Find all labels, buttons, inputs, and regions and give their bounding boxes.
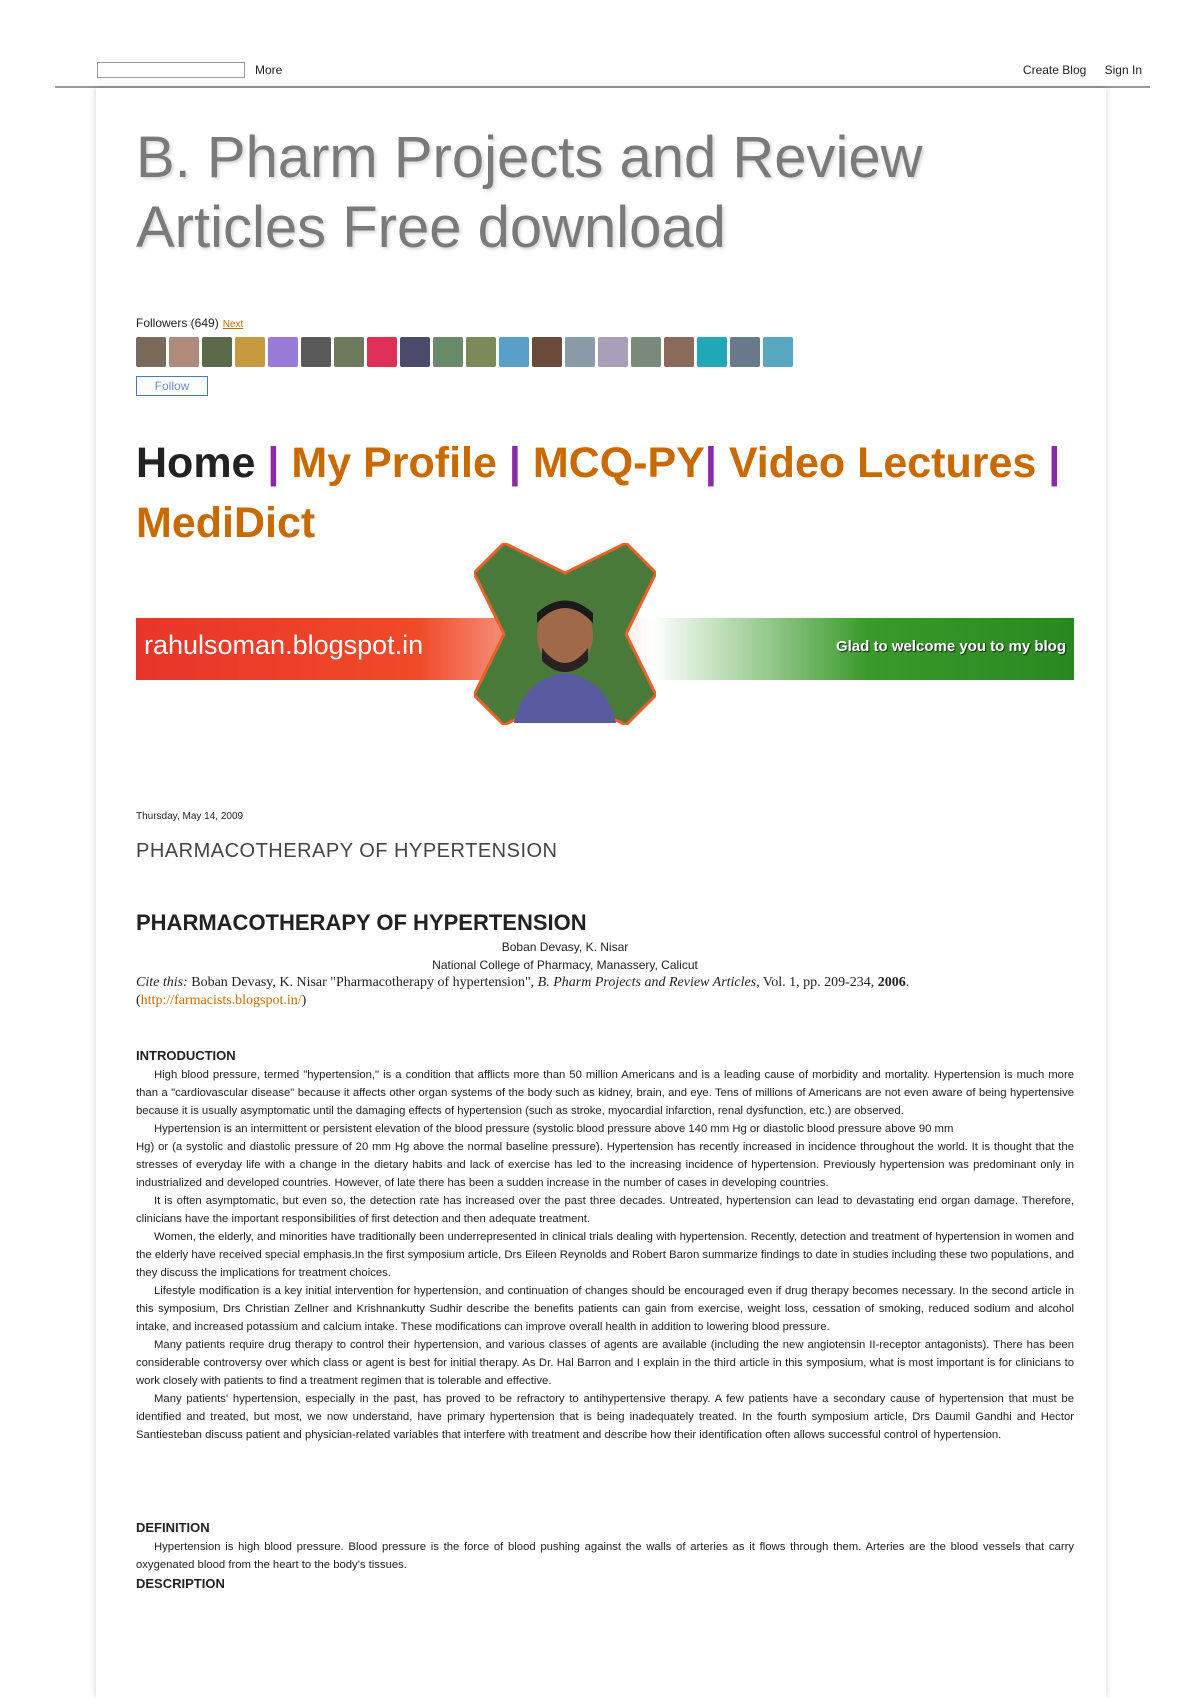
follower-avatar[interactable]: [136, 337, 166, 367]
article-authors: Boban Devasy, K. Nisar: [501, 940, 629, 954]
paragraph: Hg) or (a systolic and diastolic pressure of 20 mm Hg above the normal baseline pressure). Hypertension has recently increased in incidence throughout the world. It is thought that the stresses of everyday life with a change in the dietary habits and lack of exercise has led to the increasing incidence of hypertension. Previously hypertension was predominant only in industrialized and developed countries. However, of late there has been a sudden increase in the number of cases in developing countries.: [136, 1141, 1074, 1189]
author-portrait-image: [474, 543, 656, 725]
section-heading-description: DESCRIPTION: [136, 1576, 225, 1591]
paragraph: Women, the elderly, and minorities have traditionally been underrepresented in clinical trials dealing with hypertension. Recently, detection and treatment of hypertension in women and the elderly have received special emphasis.In the first symposium article, Drs Eileen Reynolds and Robert Baron summarize findings to date in studies including these two populations, and they discuss the implications for treatment choices.: [136, 1231, 1074, 1279]
followers-label: [136, 316, 243, 330]
create-blog-link[interactable]: Create Blog: [1022, 63, 1087, 77]
follower-avatar[interactable]: [466, 337, 496, 367]
paragraph: Many patients require drug therapy to control their hypertension, and various classes of agents are available (including the new angiotensin II-receptor antagonists). There has been considerable controversy over which class or agent is best for initial therapy. As Dr. Hal Barron and I explain in the third article in this symposium, what is most important is for clinicians to work closely with patients to find a treatment regimen that is tolerable and effective.: [136, 1339, 1074, 1387]
nav-separator: |: [704, 439, 717, 487]
cite-journal: B. Pharm Projects and Review Articles: [537, 975, 757, 990]
follower-avatar[interactable]: [301, 337, 331, 367]
followers-next-link[interactable]: Next: [222, 319, 244, 330]
followers-count: Followers (649): [136, 316, 219, 330]
follower-avatar[interactable]: [730, 337, 760, 367]
nav-separator: |: [508, 439, 521, 487]
paragraph: Hypertension is an intermittent or persistent elevation of the blood pressure (systolic blood pressure above 140 mm Hg or diastolic blood pressure above 90 mm: [154, 1123, 954, 1135]
follower-avatar[interactable]: [499, 337, 529, 367]
cite-year: 2006: [877, 975, 906, 990]
blog-container: [96, 88, 1106, 1698]
follower-avatar[interactable]: [367, 337, 397, 367]
cite-url-link[interactable]: http://farmacists.blogspot.in/: [140, 993, 302, 1008]
follower-avatar[interactable]: [697, 337, 727, 367]
nav-home-link[interactable]: Home: [136, 439, 256, 487]
follower-avatar[interactable]: [400, 337, 430, 367]
follower-avatar[interactable]: [268, 337, 298, 367]
paragraph: It is often asymptomatic, but even so, the detection rate has increased over the past three decades. Untreated, hypertension can lead to devastating end organ damage. Therefore, clinicians have the important responsibilities of first detection and then adequate treatment.: [136, 1195, 1074, 1225]
nav-video-link[interactable]: Video Lectures: [728, 439, 1037, 487]
citation: Cite this: Boban Devasy, K. Nisar "Pharmacotherapy of hypertension", B. Pharm Projects and Review Articles, Vol. 1, pp. 209-234, 2006. (http://farmacists.blogspot.in/): [136, 975, 910, 1008]
blog-title[interactable]: B. Pharm Projects and Review Articles Free download: [136, 125, 923, 260]
more-link[interactable]: More: [255, 63, 283, 77]
nav-medidict-link[interactable]: MediDict: [136, 499, 316, 547]
follower-avatar[interactable]: [565, 337, 595, 367]
top-navbar: [55, 58, 1150, 88]
follower-avatar[interactable]: [433, 337, 463, 367]
post-title[interactable]: PHARMACOTHERAPY OF HYPERTENSION: [136, 840, 558, 862]
sign-in-link[interactable]: Sign In: [1104, 63, 1142, 77]
follower-avatar[interactable]: [532, 337, 562, 367]
follower-avatar[interactable]: [796, 337, 826, 367]
article-college: National College of Pharmacy, Manassery, Calicut: [432, 958, 698, 972]
introduction-body: [136, 1066, 1074, 1444]
cite-label: Cite this:: [136, 975, 188, 990]
cite-volume: , Vol. 1, pp. 209-234,: [756, 975, 875, 990]
search-input[interactable]: [97, 62, 245, 78]
follower-avatar[interactable]: [631, 337, 661, 367]
page-nav: [136, 433, 1096, 553]
nav-mcq-link[interactable]: MCQ-PY: [532, 439, 705, 487]
definition-body: [136, 1538, 1074, 1574]
section-heading-definition: DEFINITION: [136, 1520, 210, 1535]
follower-avatar[interactable]: [235, 337, 265, 367]
nav-separator: |: [267, 439, 280, 487]
cite-end: .: [905, 975, 910, 990]
follow-button[interactable]: Follow: [136, 376, 208, 396]
follower-avatar[interactable]: [664, 337, 694, 367]
nav-separator: |: [1048, 439, 1061, 487]
follower-avatar[interactable]: [598, 337, 628, 367]
paragraph: Hypertension is high blood pressure. Blood pressure is the force of blood pushing against the walls of arteries as it flows through them. Arteries are the blood vessels that carry oxygenated blood from the heart to the body's tissues.: [136, 1541, 1074, 1571]
follower-avatars: [136, 337, 826, 367]
nav-profile-link[interactable]: My Profile: [291, 439, 497, 487]
navbar-right: [1008, 63, 1142, 77]
cite-authors: Boban Devasy, K. Nisar "Pharmacotherapy of hypertension",: [191, 975, 535, 990]
follower-avatar[interactable]: [763, 337, 793, 367]
banner-site-url: rahulsoman.blogspot.in: [144, 630, 424, 660]
banner-welcome-text: Glad to welcome you to my blog: [835, 638, 1066, 655]
follower-avatar[interactable]: [169, 337, 199, 367]
article-title: PHARMACOTHERAPY OF HYPERTENSION: [136, 910, 587, 935]
paragraph: High blood pressure, termed "hypertension," is a condition that afflicts more than 50 million Americans and is a leading cause of morbidity and mortality. Hypertension is much more than a "cardiovascular disease" because it affects other organ systems of the body such as kidney, brain, and eye. Tens of millions of Americans are not even aware of being hypertensive because it is usually asymptomatic until the damaging effects of hypertension (such as stroke, myocardial infarction, renal dysfunction, etc.) are observed.: [136, 1069, 1074, 1117]
follower-avatar[interactable]: [202, 337, 232, 367]
section-heading-introduction: INTRODUCTION: [136, 1048, 236, 1063]
post-date: Thursday, May 14, 2009: [136, 811, 244, 822]
paragraph: Lifestyle modification is a key initial intervention for hypertension, and continuation of changes should be encouraged even if drug therapy becomes necessary. In the second article in this symposium, Drs Christian Zellner and Krishnankutty Sudhir describe the benefits patients can gain from exercise, weight loss, cessation of smoking, reduced sodium and alcohol intake, and increased potassium and calcium intake. These modifications can improve overall health in addition to lowering blood pressure.: [136, 1285, 1074, 1333]
follower-avatar[interactable]: [334, 337, 364, 367]
paragraph: Many patients' hypertension, especially in the past, has proved to be refractory to antihypertensive therapy. A few patients have a secondary cause of hypertension that must be identified and treated, but most, we now understand, have primary hypertension that is being inadequately treated. In the fourth symposium article, Drs Daumil Gandhi and Hector Santiesteban discuss patient and physician-related variables that interfere with treatment and describe how their identification often allows successful control of hypertension.: [136, 1393, 1074, 1441]
